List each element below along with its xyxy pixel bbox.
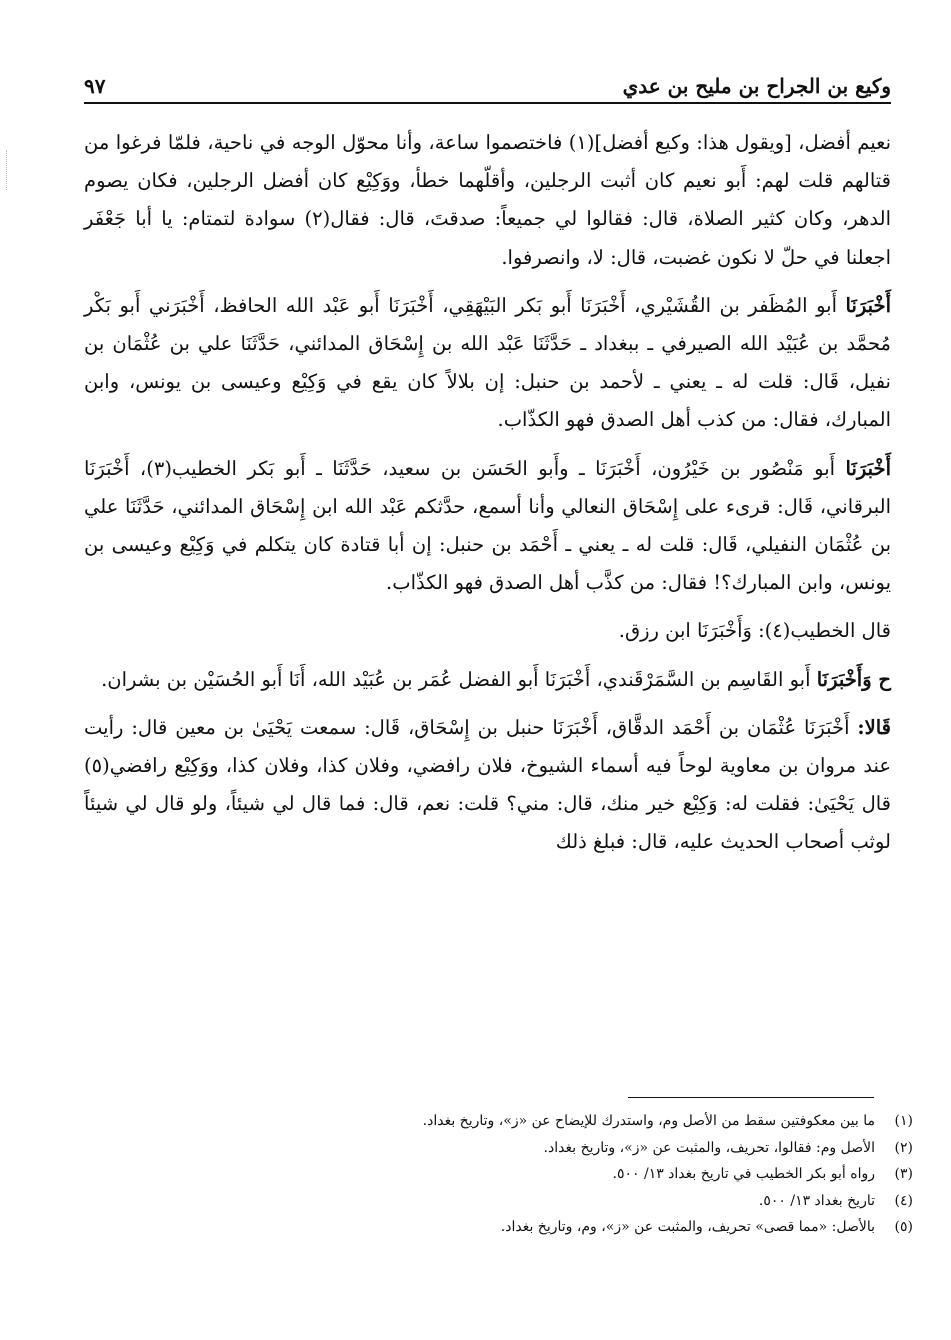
- footnote-number: (٥): [894, 1219, 913, 1235]
- paragraph: [84, 450, 891, 603]
- page-number: ٩٧: [84, 74, 106, 98]
- footnote-number: (١): [894, 1113, 913, 1129]
- footnote-text: رواه أبو بكر الخطيب في تاريخ بغداد ١٣/ ٥٠٠.: [612, 1166, 875, 1182]
- footnote: [84, 1108, 913, 1135]
- paragraph-text: أَبو القَاسِم بن السَّمَرْقَندي، أَخْبَرَنَا أَبو الفضل عُمَر بن عُبَيْد الله، أَنَا أَبو الحُسَيْن بن بشران.: [101, 667, 817, 691]
- paragraph-text: أَبو المُظَفر بن القُشَيْري، أَخْبَرَنَا أَبو بَكر البَيْهَقِي، أَخْبَرَنَا أَبو عَبْد الله الحافظ، أَخْبَرَني أَبو بَكْر مُحمَّد بن عُبَيْد الله الصيرفي ـ ببغداد ـ حَدَّثَنَا عَبْد الله بن إِسْحَاق المدائني، حَدَّثَنَا علي بن عُثْمَان بن نفيل، قَال: قلت له ـ يعني ـ لأحمد بن حنبل: إن بلالاً كان يقع في وَكِيْع وعيسى بن يونس، وابن المبارك، فقال: من كذب أهل الصدق فهو الكذّاب.: [84, 293, 891, 432]
- footnote: [84, 1214, 913, 1241]
- scan-margin-mark: [6, 150, 13, 190]
- running-title: وكيع بن الجراح بن مليح بن عدي: [622, 74, 891, 98]
- paragraph: [84, 709, 891, 862]
- footnote-text: بالأصل: «مما قصى» تحريف، والمثبت عن «ز»، وم، وتاريخ بغداد.: [500, 1219, 875, 1235]
- paragraph-text: أَخْبَرَنَا عُثْمَان بن أَحْمَد الدقَّاق، أَخْبَرَنَا حنبل بن إِسْحَاق، قَال: سمعت يَحْيَىٰ بن معين قال: رأيت عند مروان بن معاوية لوحاً فيه أسماء الشيوخ، فلان رافضي، وفلان كذا، وفلان كذا، ووَكِيْع رافضي(٥) قال يَحْيَىٰ: فقلت له: وَكِيْع خير منك، قال: مني؟ قلت: نعم، قال: فما قال لي شيئاً، ولو قال لي شيئاً لوثب أصحاب الحديث عليه، قال: فبلغ ذلك: [84, 715, 891, 854]
- paragraph: [84, 287, 891, 440]
- footnote: [84, 1161, 913, 1188]
- isnad-lead: قَالا:: [857, 715, 891, 739]
- paragraph-text: أَبو مَنْصُور بن خَيْرُون، أَخْبَرَنَا ـ وأَبو الحَسَن بن سعيد، حَدَّثَنَا ـ أَبو بَكر الخطيب(٣)، أَخْبَرَنَا البرقاني، قَال: قرىء على إِسْحَاق النعالي وأنا أسمع، حدَّثكم عَبْد الله ابن إِسْحَاق المدائني، حَدَّثَنَا علي بن عُثْمَان النفيلي، قَال: قلت له ـ يعني ـ أَحْمَد بن حنبل: إن أبا قتادة كان يتكلم في وَكِيْع وعيسى بن يونس، وابن المبارك؟! فقال: من كذَّب أهل الصدق فهو الكذّاب.: [84, 456, 891, 595]
- footnote-text: الأصل وم: فقالوا، تحريف، والمثبت عن «ز»، وتاريخ بغداد.: [543, 1139, 875, 1156]
- footnote: [84, 1188, 913, 1215]
- footnote-number: (٤): [894, 1192, 913, 1209]
- footnote-text: تاريخ بغداد ١٣/ ٥٠٠.: [758, 1192, 875, 1209]
- main-text: [84, 124, 891, 862]
- footnote-number: (٣): [894, 1166, 913, 1182]
- footnote-number: (٢): [894, 1139, 913, 1156]
- paragraph-text: قال الخطيب(٤): وَأَخْبَرَنَا ابن رزق.: [618, 619, 891, 643]
- paragraph: [84, 661, 891, 699]
- footnote: [84, 1135, 913, 1162]
- paragraph: [84, 612, 891, 650]
- isnad-lead: ح وَأَخْبَرَنَا: [816, 667, 891, 691]
- footnote-text: ما بين معكوفتين سقط من الأصل وم، واستدرك للإيضاح عن «ز»، وتاريخ بغداد.: [422, 1113, 875, 1129]
- paragraph-text: نعيم أفضل، [ويقول هذا: وكيع أفضل](١) فاختصموا ساعة، وأنا محوّل الوجه في ناحية، فلمّا فرغوا من قتالهم قلت لهم: أَبو نعيم كان أثبت الرجلين، وأقلّهما خطأ، ووَكِيْع كان أفضل الرجلين، فكان يصوم الدهر، وكان كثير الصلاة، قال: فقالوا لي جميعاً: صدقتَ، قال: فقال(٢) سوادة لتمتام: يا أبا جَعْفَر اجعلنا في حلّ لا نكون غضبت، قال: لا، وانصرفوا.: [84, 131, 892, 269]
- footnotes: [84, 1108, 913, 1241]
- isnad-lead: أَخْبَرَنَا: [845, 293, 891, 317]
- paragraph: [84, 124, 891, 277]
- page-header: [84, 58, 891, 104]
- footnote-divider: [628, 1097, 874, 1098]
- isnad-lead: أَخْبَرَنَا: [845, 456, 891, 480]
